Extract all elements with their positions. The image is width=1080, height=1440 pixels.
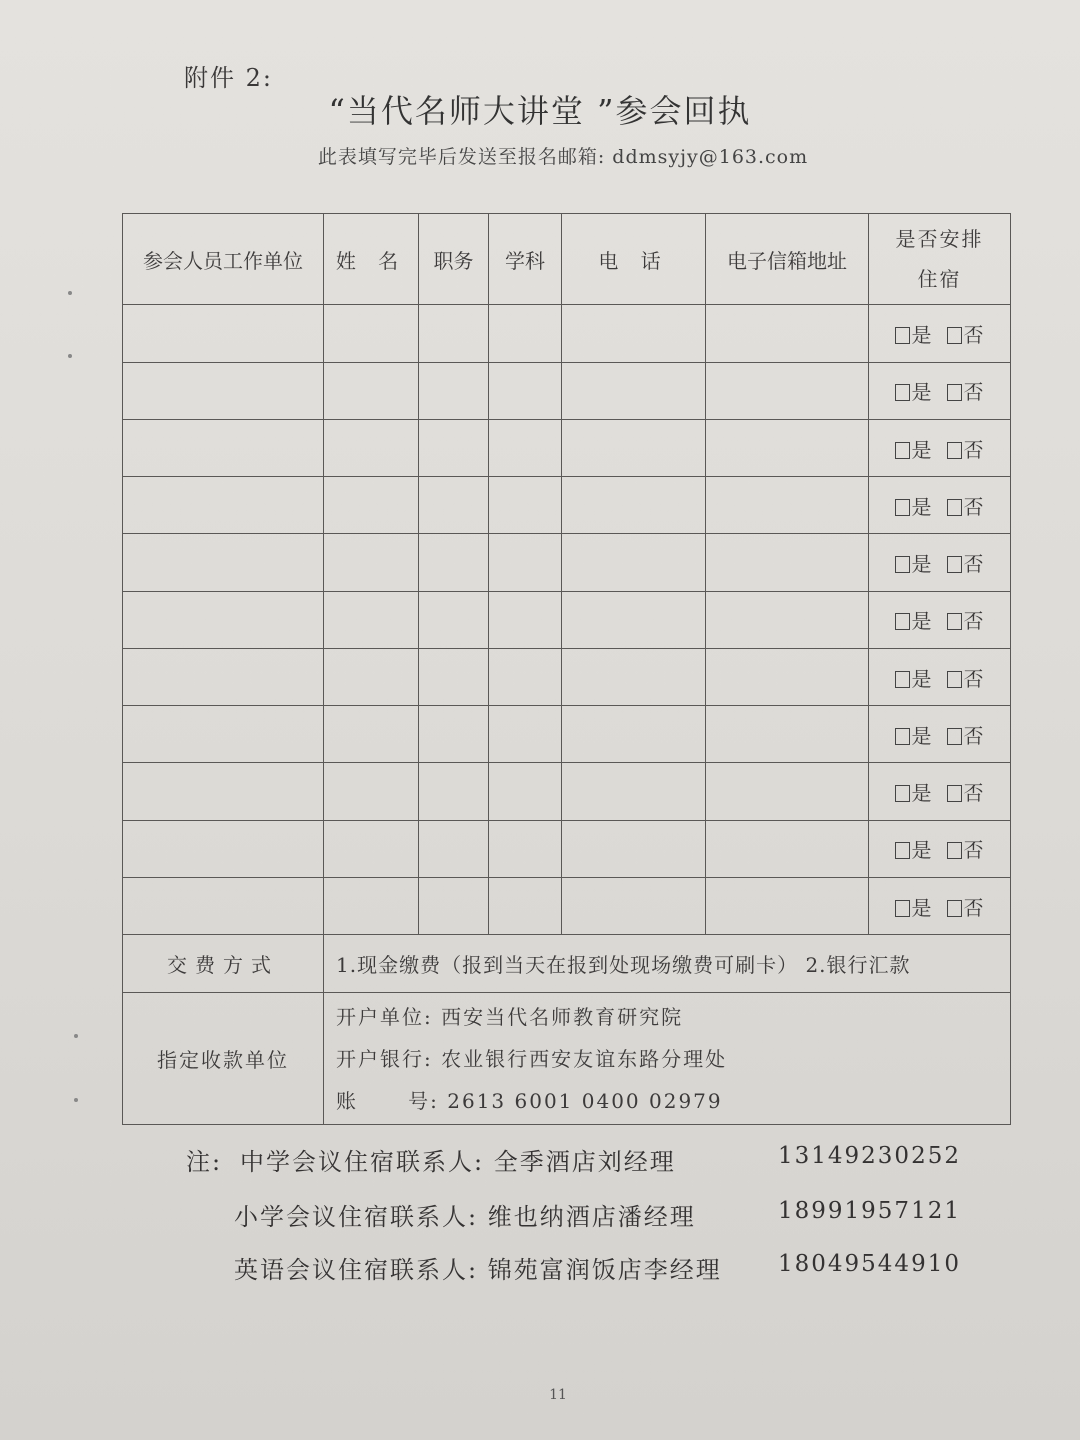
blank-cell[interactable]	[489, 877, 562, 934]
blank-cell[interactable]	[419, 763, 489, 820]
blank-cell[interactable]	[706, 477, 869, 534]
blank-cell[interactable]	[489, 534, 562, 591]
blank-cell[interactable]	[489, 305, 562, 362]
blank-cell[interactable]	[562, 305, 706, 362]
blank-cell[interactable]	[489, 706, 562, 763]
yes-checkbox[interactable]	[895, 728, 910, 745]
header-lodging-line1: 是否安排	[895, 227, 984, 252]
header-name: 姓 名	[324, 214, 419, 305]
no-label: 否	[963, 323, 985, 348]
lodging-choice-cell	[869, 706, 1011, 763]
blank-cell[interactable]	[324, 305, 419, 362]
bank-label: 指定收款单位	[123, 993, 324, 1125]
no-checkbox[interactable]	[947, 499, 962, 516]
table-row	[123, 477, 1011, 534]
bank-account-number: 账 号: 2613 6001 0400 02979	[336, 1088, 723, 1113]
blank-cell[interactable]	[123, 362, 324, 419]
yes-label: 是	[911, 895, 933, 920]
yes-label: 是	[911, 494, 933, 519]
binder-hole	[68, 291, 72, 295]
blank-cell[interactable]	[419, 591, 489, 648]
blank-cell[interactable]	[706, 820, 869, 877]
table-row	[123, 648, 1011, 705]
blank-cell[interactable]	[562, 591, 706, 648]
blank-cell[interactable]	[123, 763, 324, 820]
no-checkbox[interactable]	[947, 384, 962, 401]
header-position: 职务	[419, 214, 489, 305]
note-contact: 中学会议住宿联系人: 全季酒店刘经理	[240, 1148, 676, 1176]
note-phone: 18991957121	[778, 1198, 961, 1224]
payment-methods-text: 1.现金缴费（报到当天在报到处现场缴费可刷卡） 2.银行汇款	[336, 953, 911, 978]
lodging-choice-cell	[869, 419, 1011, 476]
page-number: 11	[549, 1387, 567, 1403]
no-checkbox[interactable]	[947, 785, 962, 802]
blank-cell[interactable]	[324, 591, 419, 648]
blank-cell[interactable]	[324, 648, 419, 705]
table-row	[123, 534, 1011, 591]
no-checkbox[interactable]	[947, 556, 962, 573]
no-checkbox[interactable]	[947, 613, 962, 630]
blank-cell[interactable]	[123, 419, 324, 476]
blank-cell[interactable]	[123, 820, 324, 877]
no-label: 否	[963, 437, 985, 462]
annex-label: 附件 2:	[184, 64, 273, 92]
blank-cell[interactable]	[419, 820, 489, 877]
blank-cell[interactable]	[706, 591, 869, 648]
blank-cell[interactable]	[324, 477, 419, 534]
header-email: 电子信箱地址	[706, 214, 869, 305]
blank-cell[interactable]	[419, 648, 489, 705]
no-label: 否	[963, 723, 985, 748]
blank-cell[interactable]	[706, 534, 869, 591]
bank-details-cell	[324, 993, 1011, 1125]
no-checkbox[interactable]	[947, 327, 962, 344]
header-subject: 学科	[489, 214, 562, 305]
binder-hole	[68, 354, 72, 358]
blank-cell[interactable]	[489, 419, 562, 476]
blank-cell[interactable]	[419, 419, 489, 476]
blank-cell[interactable]	[123, 877, 324, 934]
blank-cell[interactable]	[562, 820, 706, 877]
header-lodging-line2: 住宿	[917, 267, 962, 292]
binder-hole	[74, 1098, 78, 1102]
blank-cell[interactable]	[123, 648, 324, 705]
bank-name: 开户银行: 农业银行西安友谊东路分理处	[336, 1046, 728, 1071]
lodging-choice-cell	[869, 591, 1011, 648]
lodging-choice-cell	[869, 877, 1011, 934]
subtitle-email-instruction: 此表填写完毕后发送至报名邮箱: ddmsyjy@163.com	[317, 146, 809, 168]
blank-cell[interactable]	[419, 305, 489, 362]
no-checkbox[interactable]	[947, 671, 962, 688]
blank-cell[interactable]	[324, 419, 419, 476]
blank-cell[interactable]	[706, 362, 869, 419]
no-checkbox[interactable]	[947, 900, 962, 917]
blank-cell[interactable]	[324, 706, 419, 763]
note-contact: 小学会议住宿联系人: 维也纳酒店潘经理	[234, 1203, 696, 1231]
no-label: 否	[963, 552, 985, 577]
yes-checkbox[interactable]	[895, 785, 910, 802]
no-label: 否	[963, 781, 985, 806]
blank-cell[interactable]	[419, 877, 489, 934]
table-row	[123, 362, 1011, 419]
blank-cell[interactable]	[562, 477, 706, 534]
registration-form-table	[122, 213, 1011, 1125]
yes-label: 是	[911, 323, 933, 348]
no-checkbox[interactable]	[947, 442, 962, 459]
blank-cell[interactable]	[324, 820, 419, 877]
yes-checkbox[interactable]	[895, 613, 910, 630]
note-contact: 英语会议住宿联系人: 锦苑富润饭店李经理	[234, 1256, 722, 1284]
blank-cell[interactable]	[123, 591, 324, 648]
yes-checkbox[interactable]	[895, 327, 910, 344]
blank-cell[interactable]	[489, 477, 562, 534]
blank-cell[interactable]	[489, 648, 562, 705]
yes-checkbox[interactable]	[895, 900, 910, 917]
blank-cell[interactable]	[419, 477, 489, 534]
blank-cell[interactable]	[706, 648, 869, 705]
yes-label: 是	[911, 666, 933, 691]
blank-cell[interactable]	[324, 362, 419, 419]
blank-cell[interactable]	[324, 877, 419, 934]
yes-checkbox[interactable]	[895, 499, 910, 516]
bank-row	[123, 993, 1011, 1125]
binder-hole	[74, 1034, 78, 1038]
header-unit: 参会人员工作单位	[123, 214, 324, 305]
blank-cell[interactable]	[489, 362, 562, 419]
yes-label: 是	[911, 380, 933, 405]
lodging-choice-cell	[869, 820, 1011, 877]
yes-label: 是	[911, 437, 933, 462]
table-row	[123, 591, 1011, 648]
blank-cell[interactable]	[562, 648, 706, 705]
blank-cell[interactable]	[419, 362, 489, 419]
no-label: 否	[963, 666, 985, 691]
table-row	[123, 419, 1011, 476]
yes-label: 是	[911, 781, 933, 806]
blank-cell[interactable]	[489, 591, 562, 648]
yes-label: 是	[911, 838, 933, 863]
blank-cell[interactable]	[123, 477, 324, 534]
blank-cell[interactable]	[562, 534, 706, 591]
blank-cell[interactable]	[706, 419, 869, 476]
no-checkbox[interactable]	[947, 728, 962, 745]
blank-cell[interactable]	[562, 362, 706, 419]
blank-cell[interactable]	[324, 534, 419, 591]
table-row	[123, 820, 1011, 877]
payment-label: 交费方式	[123, 935, 324, 993]
header-row	[123, 214, 1011, 305]
yes-checkbox[interactable]	[895, 671, 910, 688]
no-label: 否	[963, 895, 985, 920]
blank-cell[interactable]	[562, 419, 706, 476]
lodging-choice-cell	[869, 648, 1011, 705]
no-label: 否	[963, 494, 985, 519]
no-label: 否	[963, 380, 985, 405]
header-phone: 电 话	[562, 214, 706, 305]
payment-row	[123, 935, 1011, 993]
yes-checkbox[interactable]	[895, 442, 910, 459]
lodging-choice-cell	[869, 362, 1011, 419]
blank-cell[interactable]	[489, 763, 562, 820]
lodging-choice-cell	[869, 534, 1011, 591]
no-checkbox[interactable]	[947, 842, 962, 859]
blank-cell[interactable]	[324, 763, 419, 820]
blank-cell[interactable]	[706, 763, 869, 820]
blank-cell[interactable]	[123, 305, 324, 362]
blank-cell[interactable]	[562, 706, 706, 763]
blank-cell[interactable]	[706, 877, 869, 934]
blank-cell[interactable]	[489, 820, 562, 877]
yes-checkbox[interactable]	[895, 556, 910, 573]
blank-cell[interactable]	[419, 534, 489, 591]
header-lodging	[869, 214, 1011, 305]
yes-checkbox[interactable]	[895, 384, 910, 401]
blank-cell[interactable]	[562, 763, 706, 820]
lodging-choice-cell	[869, 305, 1011, 362]
lodging-choice-cell	[869, 763, 1011, 820]
table-row	[123, 706, 1011, 763]
bank-account-unit: 开户单位: 西安当代名师教育研究院	[336, 1004, 684, 1029]
blank-cell[interactable]	[706, 305, 869, 362]
blank-cell[interactable]	[419, 706, 489, 763]
yes-label: 是	[911, 552, 933, 577]
page-title: “当代名师大讲堂 ”参会回执	[328, 92, 752, 130]
note-phone: 18049544910	[778, 1251, 961, 1277]
table-row	[123, 877, 1011, 934]
blank-cell[interactable]	[562, 877, 706, 934]
note-phone: 13149230252	[778, 1143, 961, 1169]
blank-cell[interactable]	[123, 706, 324, 763]
table-row	[123, 305, 1011, 362]
no-label: 否	[963, 609, 985, 634]
blank-cell[interactable]	[123, 534, 324, 591]
yes-checkbox[interactable]	[895, 842, 910, 859]
yes-label: 是	[911, 609, 933, 634]
lodging-choice-cell	[869, 477, 1011, 534]
no-label: 否	[963, 838, 985, 863]
payment-methods-cell	[324, 935, 1011, 993]
blank-cell[interactable]	[706, 706, 869, 763]
table-row	[123, 763, 1011, 820]
yes-label: 是	[911, 723, 933, 748]
notes-prefix: 注:	[186, 1148, 223, 1176]
